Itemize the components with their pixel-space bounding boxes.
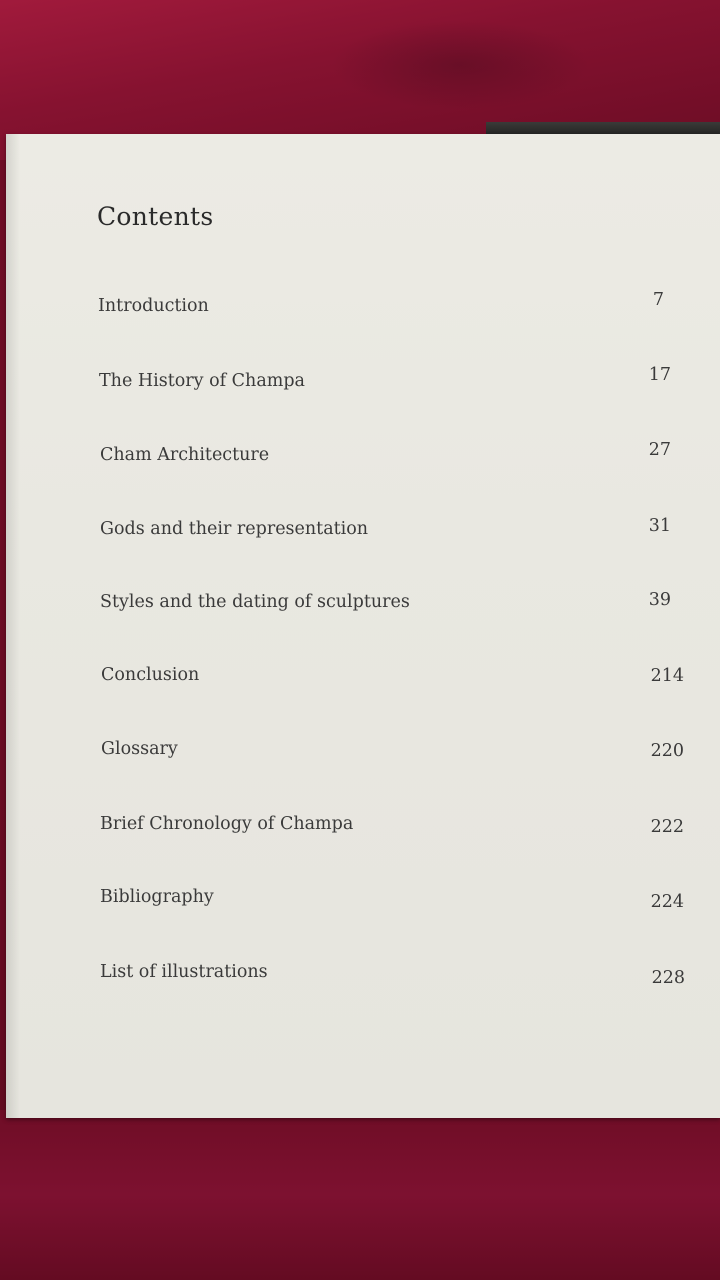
toc-entry-label: Conclusion <box>101 665 200 685</box>
toc-entry-page: 214 <box>650 666 684 686</box>
toc-entry-page: 17 <box>648 365 671 385</box>
toc-entry-page: 224 <box>650 892 684 912</box>
toc-entry-label: List of illustrations <box>100 962 268 982</box>
toc-entry-page: 222 <box>650 817 684 837</box>
toc-entry-page: 39 <box>648 590 671 610</box>
book-page <box>6 134 720 1118</box>
toc-entry-label: Bibliography <box>100 887 214 907</box>
toc-entry-label: The History of Champa <box>99 371 305 391</box>
toc-entry-page: 220 <box>650 741 684 761</box>
toc-entry-label: Gods and their representation <box>100 519 369 539</box>
toc-entry-page: 27 <box>648 440 671 460</box>
contents-heading: Contents <box>97 202 214 231</box>
toc-entry-page: 228 <box>651 968 685 988</box>
toc-entry-page: 7 <box>652 290 664 310</box>
red-cloth-background-bottom <box>0 1110 720 1280</box>
toc-entry-label: Glossary <box>101 739 178 759</box>
toc-entry-label: Introduction <box>98 296 209 316</box>
cloth-fold-shadow <box>330 20 590 110</box>
table-of-contents <box>6 134 720 1118</box>
toc-entry-page: 31 <box>648 516 671 536</box>
toc-entry-label: Cham Architecture <box>100 445 270 465</box>
toc-entry-label: Styles and the dating of sculptures <box>100 592 410 612</box>
toc-entry-label: Brief Chronology of Champa <box>100 814 354 834</box>
